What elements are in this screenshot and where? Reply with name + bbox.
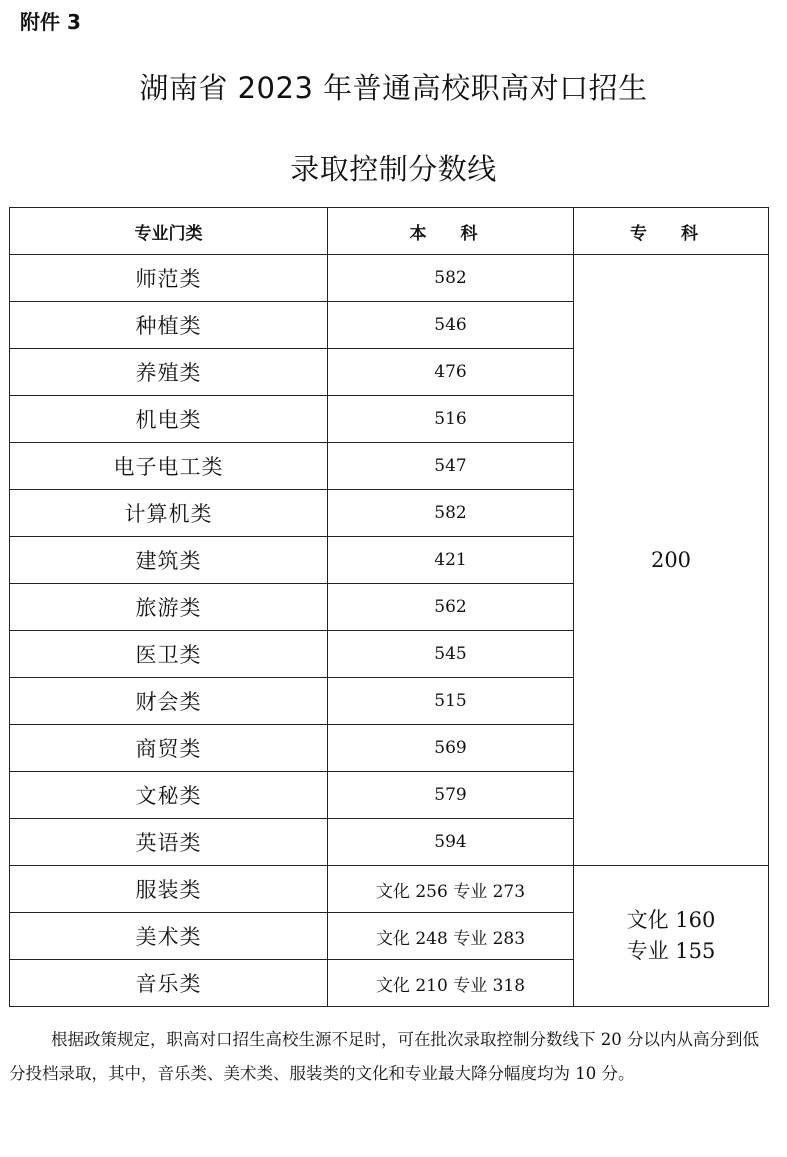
policy-note: 根据政策规定，职高对口招生高校生源不足时，可在批次录取控制分数线下 20 分以内从高分到低分投档录取，其中，音乐类、美术类、服装类的文化和专业最大降分幅度均为 10 分。: [9, 1030, 759, 1083]
page-subtitle: 录取控制分数线: [290, 152, 497, 186]
category-cell: 旅游类: [10, 584, 328, 631]
score-table: [9, 207, 769, 1007]
benke-cell: 516: [328, 396, 574, 443]
benke-cell: 文化 256 专业 273: [328, 866, 574, 913]
benke-cell: 546: [328, 302, 574, 349]
category-cell: 美术类: [10, 913, 328, 960]
header-category: 专业门类: [10, 208, 328, 255]
zhuanke-arts-major: 专业 155: [626, 939, 716, 963]
benke-cell: 545: [328, 631, 574, 678]
table-header-row: [10, 208, 769, 255]
table-row: [10, 255, 769, 302]
table-row: [10, 866, 769, 913]
annex-label: 附件 3: [20, 10, 81, 34]
header-benke: 本 科: [328, 208, 574, 255]
benke-cell: 569: [328, 725, 574, 772]
category-cell: 服装类: [10, 866, 328, 913]
zhuanke-cell-arts: [574, 866, 769, 1007]
category-cell: 计算机类: [10, 490, 328, 537]
category-cell: 种植类: [10, 302, 328, 349]
category-cell: 财会类: [10, 678, 328, 725]
category-cell: 音乐类: [10, 960, 328, 1007]
benke-cell: 582: [328, 490, 574, 537]
benke-cell: 562: [328, 584, 574, 631]
header-zhuanke: 专 科: [574, 208, 769, 255]
category-cell: 养殖类: [10, 349, 328, 396]
zhuanke-arts-culture: 文化 160: [626, 908, 716, 932]
benke-cell: 582: [328, 255, 574, 302]
category-cell: 建筑类: [10, 537, 328, 584]
benke-cell: 476: [328, 349, 574, 396]
category-cell: 机电类: [10, 396, 328, 443]
benke-cell: 579: [328, 772, 574, 819]
benke-cell: 文化 248 专业 283: [328, 913, 574, 960]
benke-cell: 594: [328, 819, 574, 866]
benke-cell: 421: [328, 537, 574, 584]
benke-cell: 547: [328, 443, 574, 490]
category-cell: 商贸类: [10, 725, 328, 772]
category-cell: 电子电工类: [10, 443, 328, 490]
category-cell: 英语类: [10, 819, 328, 866]
category-cell: 医卫类: [10, 631, 328, 678]
category-cell: 文秘类: [10, 772, 328, 819]
page-title: 湖南省 2023 年普通高校职高对口招生: [139, 71, 648, 105]
benke-cell: 515: [328, 678, 574, 725]
category-cell: 师范类: [10, 255, 328, 302]
zhuanke-cell-general: 200: [574, 255, 769, 866]
benke-cell: 文化 210 专业 318: [328, 960, 574, 1007]
